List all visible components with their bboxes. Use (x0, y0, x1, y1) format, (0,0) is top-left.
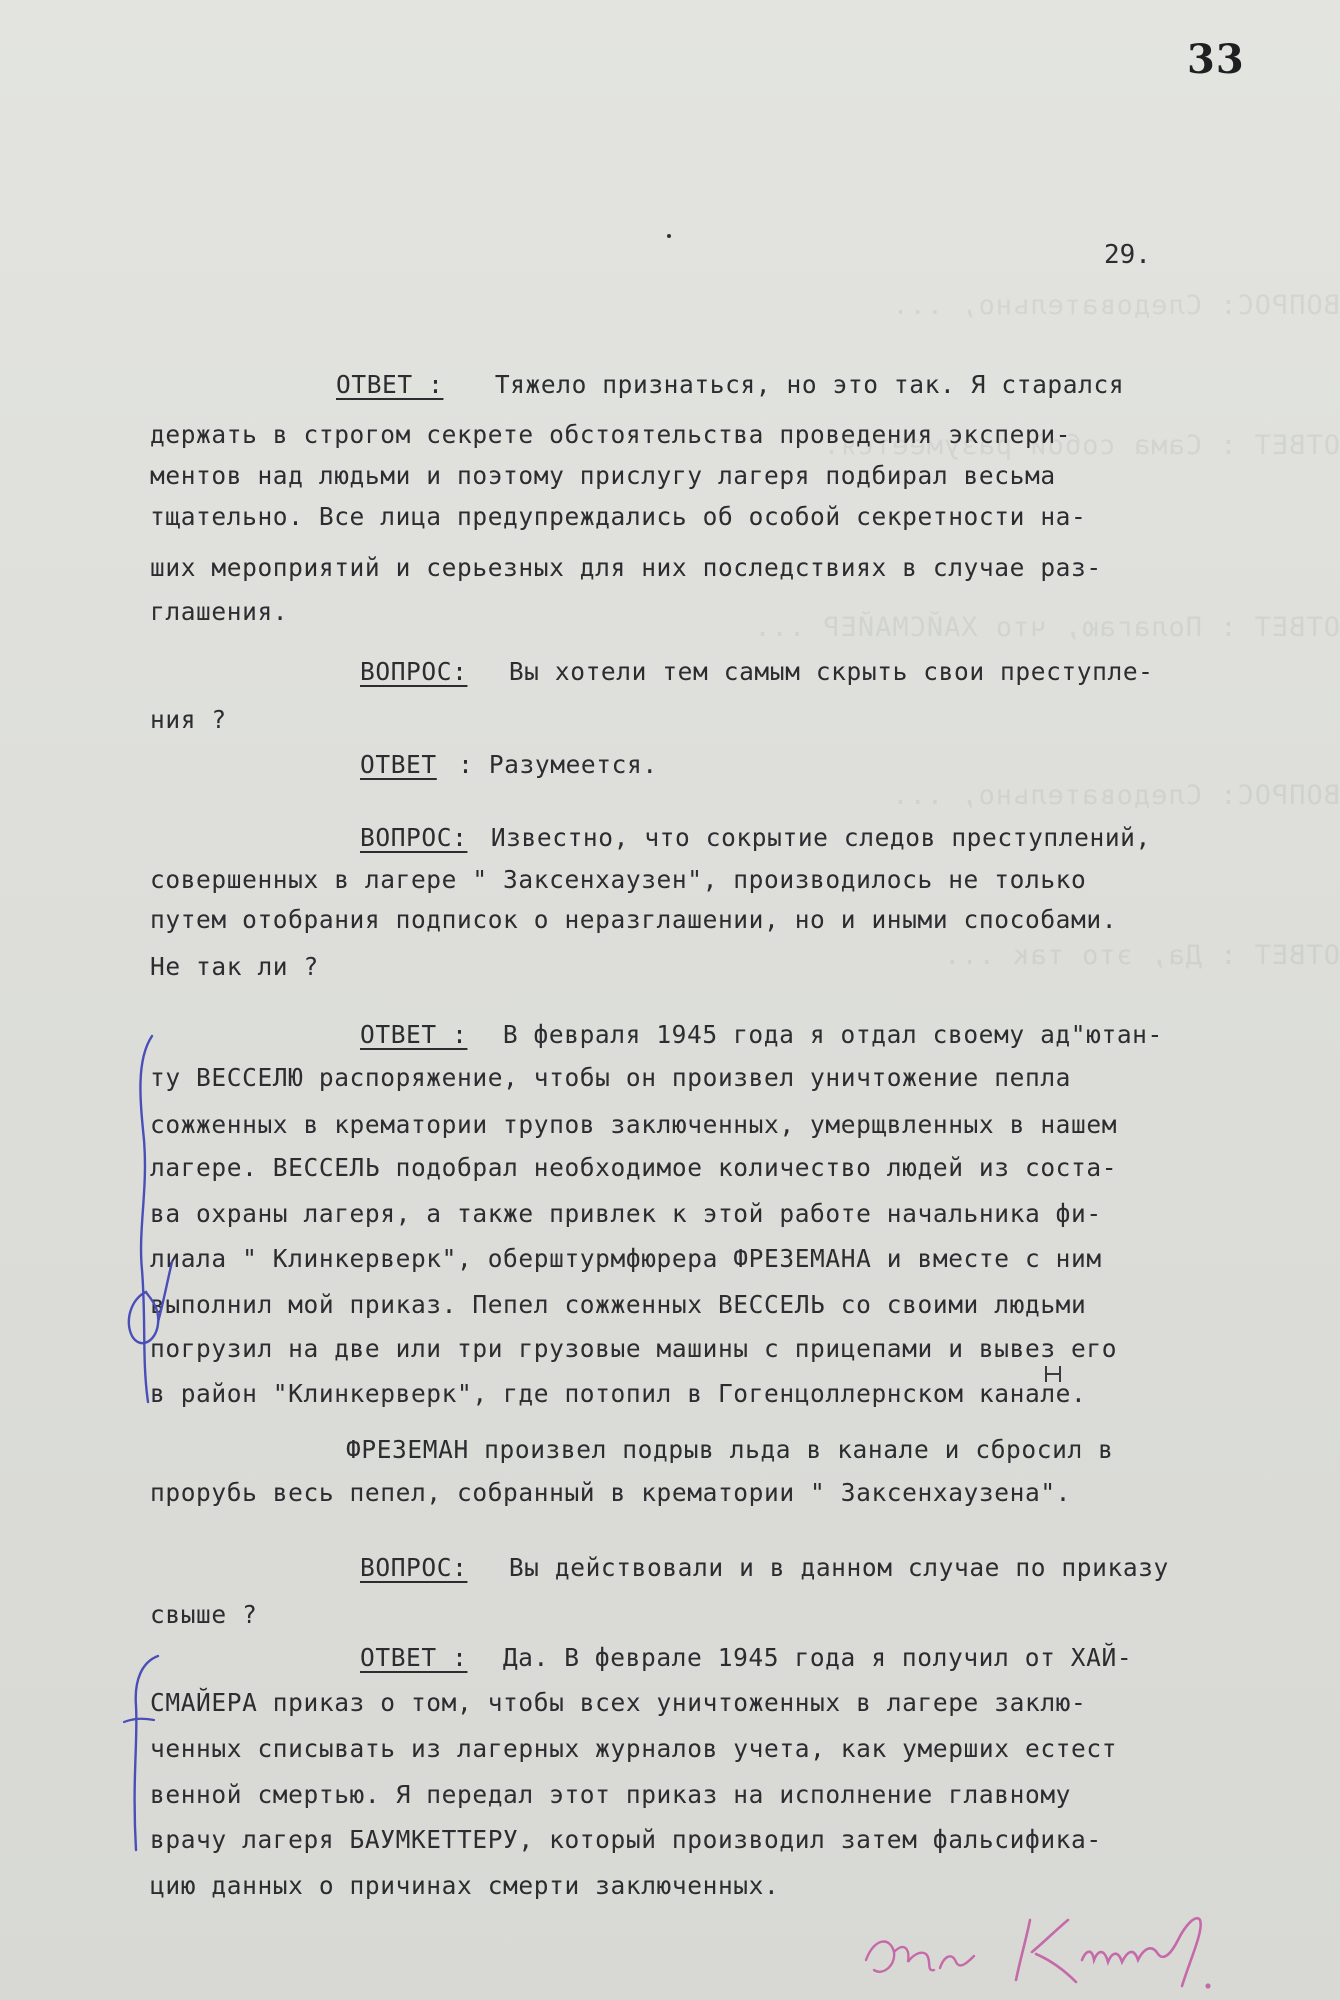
answer-label: ОТВЕТ : (360, 1643, 468, 1672)
question-label: ВОПРОС: (360, 657, 468, 686)
ink-speck (667, 234, 671, 238)
answer-label: ОТВЕТ : (336, 370, 444, 399)
correction-mark (1042, 1362, 1066, 1386)
text-line-28: СМАЙЕРА приказ о том, чтобы всех уничтоженных в лагере заклю- (150, 1688, 1087, 1717)
text-line-3: ментов над людьми и поэтому прислугу лагеря подбирал весьма (150, 461, 1056, 490)
text-line-16: сожженных в крематории трупов заключенных, умерщвленных в нашем (150, 1110, 1118, 1139)
show-through-1: ВОПРОС: Следовательно, ... (891, 290, 1340, 321)
text-line-18: ва охраны лагеря, а также привлек к этой работе начальника фи- (150, 1199, 1102, 1228)
text-line-20: выполнил мой приказ. Пепел сожженных ВЕССЕЛЬ со своими людьми (150, 1290, 1087, 1319)
text-line-24: прорубь весь пепел, собранный в крематории " Заксенхаузена". (150, 1478, 1072, 1507)
text-line-4: тщательно. Все лица предупреждались об особой секретности на- (150, 502, 1087, 531)
text-line-30: венной смертью. Я передал этот приказ на исполнение главному (150, 1780, 1072, 1809)
answer-label: ОТВЕТ : (360, 1020, 468, 1049)
show-through-3: ОТВЕТ : Полагаю, что ХАЙСМАЙЕР ... (753, 612, 1340, 643)
text-line-21: погрузил на две или три грузовые машины с прицепами и вывез его (150, 1334, 1118, 1363)
text-line-25: ВОПРОС: Вы действовали и в данном случае по приказу (360, 1553, 1169, 1582)
text-line-5: ших мероприятий и серьезных для них последствиях в случае раз- (150, 553, 1102, 582)
answer-label: ОТВЕТ (360, 750, 437, 779)
page-number-stamp: 33 (1187, 36, 1245, 83)
text-line-13: Не так ли ? (150, 952, 319, 981)
text-line-14: ОТВЕТ : В февраля 1945 года я отдал своему ад"ютан- (360, 1020, 1163, 1049)
text-line-32: цию данных о причинах смерти заключенных. (150, 1871, 780, 1900)
text-line-2: держать в строгом секрете обстоятельства проведения экспери- (150, 420, 1072, 449)
text-line-22: в район "Клинкерверк", где потопил в Гогенцоллернском канале. (150, 1379, 1087, 1408)
text-line-26: свыше ? (150, 1600, 258, 1629)
text-line-8: ния ? (150, 705, 227, 734)
show-through-5: ОТВЕТ : Да, это так ... (943, 940, 1340, 971)
text-line-31: врачу лагеря БАУМКЕТТЕРУ, который производил затем фальсифика- (150, 1825, 1102, 1854)
text-line-7: ВОПРОС: Вы хотели тем самым скрыть свои преступле- (360, 657, 1154, 686)
text-line-12: путем отобрания подписок о неразглашении, но и иными способами. (150, 905, 1118, 934)
show-through-4: ВОПРОС: Следовательно, ... (891, 780, 1340, 811)
margin-bracket-1 (118, 1030, 198, 1410)
text-line-29: ченных списывать из лагерных журналов учета, как умерших естест (150, 1734, 1118, 1763)
text-line-19: лиала " Клинкерверк", оберштурмфюрера ФРЕЗЕМАНА и вместе с ним (150, 1244, 1102, 1273)
text-line-9: ОТВЕТ : Разумеется. (360, 750, 658, 779)
text-line-23: ФРЕЗЕМАН произвел подрыв льда в канале и сбросил в (346, 1435, 1114, 1464)
question-label: ВОПРОС: (360, 1553, 468, 1582)
question-label: ВОПРОС: (360, 823, 468, 852)
text-line-11: совершенных в лагере " Заксенхаузен", производилось не только (150, 865, 1087, 894)
text-line-15: ту ВЕССЕЛЮ распоряжение, чтобы он произвел уничтожение пепла (150, 1063, 1072, 1092)
text-line-10: ВОПРОС: Известно, что сокрытие следов преступлений, (360, 823, 1151, 852)
text-line-1: ОТВЕТ : Тяжело признаться, но это так. Я старался (336, 370, 1125, 399)
text-line-6: глашения. (150, 597, 289, 626)
margin-bracket-2 (118, 1650, 178, 1860)
page-number-typed: 29. (1104, 240, 1151, 270)
signature (860, 1890, 1240, 2000)
text-line-27: ОТВЕТ : Да. В феврале 1945 года я получил от ХАЙ- (360, 1643, 1133, 1672)
text-line-17: лагере. ВЕССЕЛЬ подобрал необходимое количество людей из соста- (150, 1153, 1118, 1182)
show-through-2: ОТВЕТ : Сама собой разумеется. (822, 430, 1340, 461)
